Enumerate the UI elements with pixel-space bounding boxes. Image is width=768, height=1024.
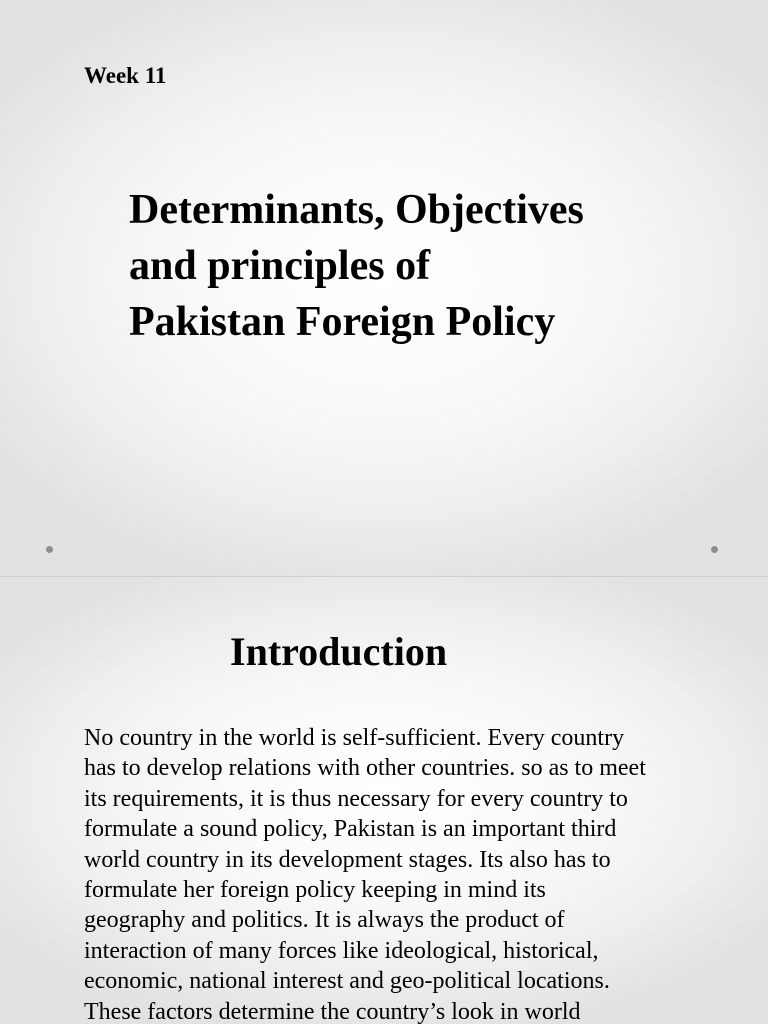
title-line: and principles of [129, 243, 431, 289]
introduction-body [84, 723, 704, 1024]
body-line: has to develop relations with other countries. so as to meet [84, 755, 646, 782]
body-line: its requirements, it is thus necessary for every country to [84, 785, 628, 812]
body-line: interaction of many forces like ideological, historical, [84, 937, 599, 964]
slide-corner-dot-right [711, 546, 718, 553]
body-line: economic, national interest and geo-political locations. [84, 968, 610, 995]
title-line: Determinants, Objectives [129, 187, 584, 233]
slide-title-heading [129, 182, 729, 350]
week-label: Week 11 [84, 63, 167, 88]
slide-corner-dot-left [46, 546, 53, 553]
body-line: These factors determine the country’s look in world [84, 998, 581, 1024]
body-line: formulate a sound policy, Pakistan is an important third [84, 816, 617, 843]
body-line: No country in the world is self-sufficient. Every country [84, 725, 625, 751]
introduction-heading: Introduction [230, 629, 448, 674]
slide-introduction [0, 577, 768, 1024]
body-line: world country in its development stages. Its also has to [84, 846, 611, 873]
body-line: geography and politics. It is always the product of [84, 907, 565, 934]
body-line: formulate her foreign policy keeping in mind its [84, 877, 546, 904]
title-line: Pakistan Foreign Policy [129, 299, 556, 345]
